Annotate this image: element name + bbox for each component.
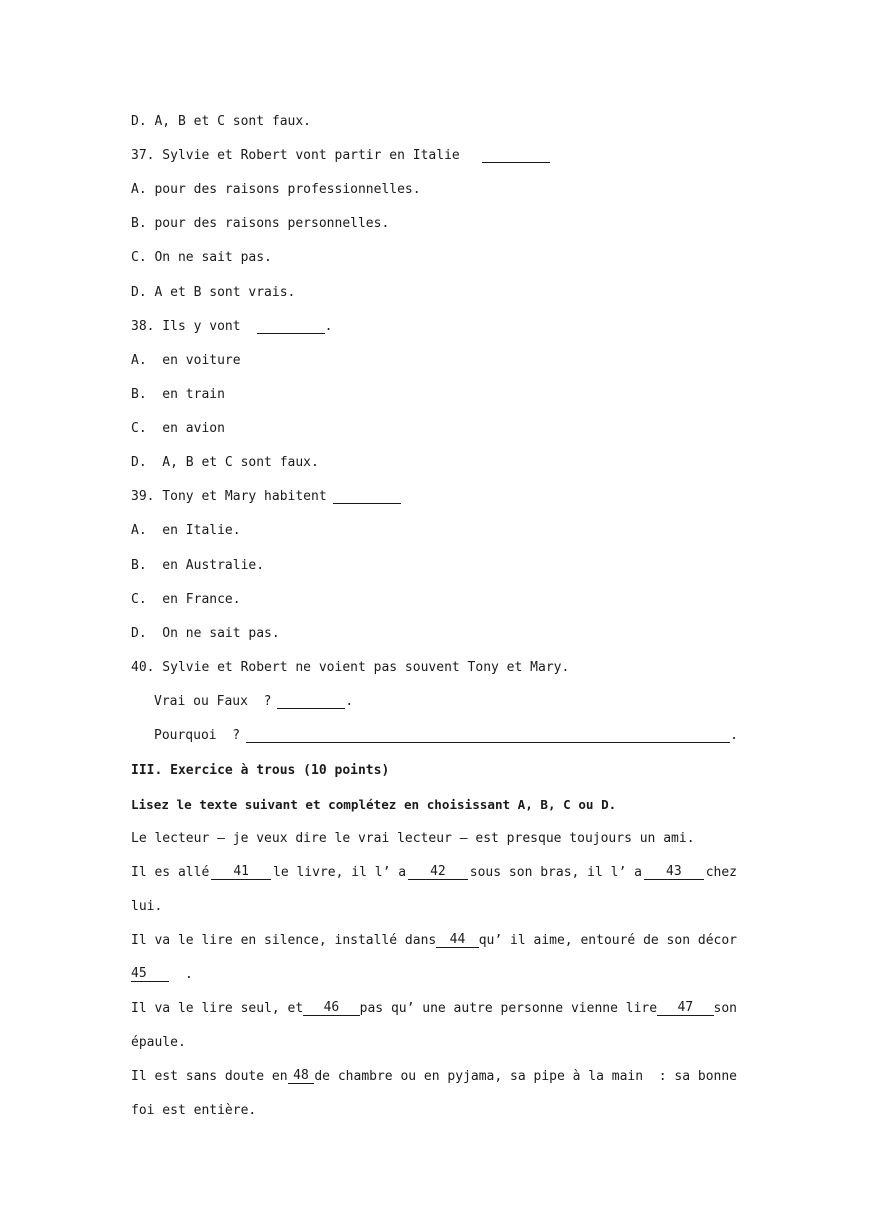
text: de chambre ou en pyjama, sa pipe à la main : sa bonne bbox=[314, 1069, 737, 1084]
gap-46: 46 bbox=[303, 1000, 359, 1016]
question-39 bbox=[131, 488, 401, 506]
text: Il est sans doute en bbox=[131, 1069, 288, 1084]
answer-option: C. en France. bbox=[131, 592, 241, 607]
answer-option: C. On ne sait pas. bbox=[131, 250, 272, 265]
answer-option: A. en voiture bbox=[131, 353, 241, 368]
paragraph-line bbox=[131, 830, 737, 848]
gap-42: 42 bbox=[408, 864, 468, 880]
answer-option: B. pour des raisons personnelles. bbox=[131, 216, 390, 231]
paragraph-line: foi est entière. bbox=[131, 1103, 257, 1118]
answer-option: D. A et B sont vrais. bbox=[131, 285, 296, 300]
answer-blank bbox=[257, 318, 325, 334]
answer-blank bbox=[333, 488, 401, 504]
paragraph-line: lui. bbox=[131, 899, 163, 914]
answer-option: B. en train bbox=[131, 387, 225, 402]
gap-47: 47 bbox=[657, 1000, 713, 1016]
text: pas qu’ une autre personne vienne lire bbox=[359, 1001, 658, 1016]
gap-41: 41 bbox=[211, 864, 271, 880]
paragraph-line bbox=[131, 864, 737, 882]
period: . bbox=[730, 728, 738, 743]
true-false-line bbox=[154, 693, 353, 711]
answer-option: C. en avion bbox=[131, 421, 225, 436]
answer-option: B. en Australie. bbox=[131, 558, 265, 573]
gap-45: 45 bbox=[131, 966, 169, 982]
period: . bbox=[345, 694, 354, 709]
text: Il es allé bbox=[131, 865, 210, 880]
why-line bbox=[154, 727, 738, 745]
text: Le lecteur – je veux dire le vrai lecteur – est presque toujours un ami. bbox=[131, 831, 695, 846]
text: son bbox=[713, 1001, 737, 1016]
question-text: 37. Sylvie et Robert vont partir en Italie bbox=[131, 148, 460, 163]
answer-option: A. en Italie. bbox=[131, 523, 241, 538]
text: le livre, il l’ a bbox=[273, 865, 407, 880]
paragraph-line bbox=[131, 1068, 737, 1086]
answer-blank bbox=[277, 693, 345, 709]
gap-43: 43 bbox=[644, 864, 704, 880]
paragraph-line bbox=[131, 1000, 737, 1018]
answer-blank bbox=[246, 727, 730, 743]
text: Il va le lire en silence, installé dans bbox=[131, 933, 437, 948]
question-37 bbox=[131, 147, 550, 165]
gap-44: 44 bbox=[436, 932, 478, 948]
question-text: Pourquoi ? bbox=[154, 728, 241, 743]
section-instruction: Lisez le texte suivant et complétez en choisissant A, B, C ou D. bbox=[131, 797, 617, 812]
question-text: 39. Tony et Mary habitent bbox=[131, 489, 327, 504]
question-text: Vrai ou Faux ? bbox=[154, 694, 272, 709]
answer-option: D. A, B et C sont faux. bbox=[131, 455, 319, 470]
text: chez bbox=[705, 865, 737, 880]
answer-option: D. On ne sait pas. bbox=[131, 626, 280, 641]
gap-48: 48 bbox=[288, 1068, 315, 1084]
question-40: 40. Sylvie et Robert ne voient pas souvent Tony et Mary. bbox=[131, 660, 570, 675]
text: qu’ il aime, entouré de son décor bbox=[478, 933, 737, 948]
text: sous son bras, il l’ a bbox=[469, 865, 642, 880]
paragraph-line bbox=[131, 966, 193, 984]
answer-blank bbox=[482, 147, 550, 163]
paragraph-line: épaule. bbox=[131, 1035, 186, 1050]
question-38 bbox=[131, 318, 332, 336]
answer-option: D. A, B et C sont faux. bbox=[131, 114, 312, 129]
text: Il va le lire seul, et bbox=[131, 1001, 304, 1016]
question-text: 38. Ils y vont bbox=[131, 319, 241, 334]
answer-option: A. pour des raisons professionnelles. bbox=[131, 182, 421, 197]
paragraph-line bbox=[131, 932, 737, 950]
period: . bbox=[324, 319, 333, 334]
section-title: III. Exercice à trous (10 points) bbox=[131, 763, 390, 778]
text: . bbox=[185, 967, 193, 982]
